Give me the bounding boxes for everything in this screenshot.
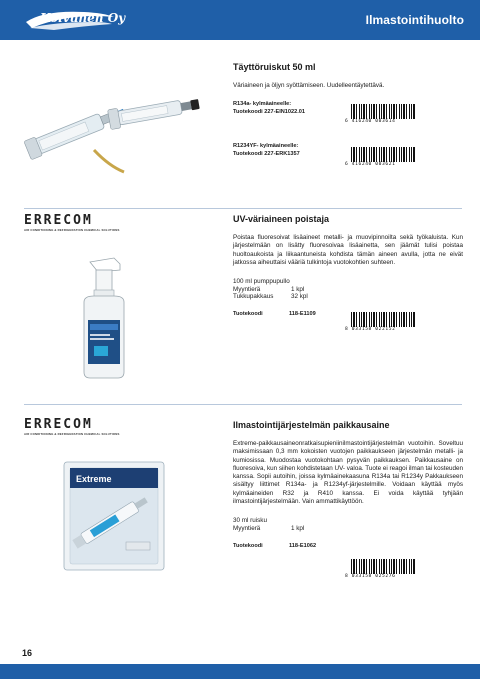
barcode-bars bbox=[351, 104, 415, 119]
variant-label: R1234YF- kylmäaineelle: bbox=[233, 143, 299, 149]
errecom-logo bbox=[24, 418, 120, 436]
section-divider bbox=[24, 208, 462, 209]
variant-label: R134a- kylmäaineelle: bbox=[233, 101, 292, 108]
barcode-bars bbox=[351, 559, 415, 574]
barcode bbox=[345, 312, 417, 334]
barcode-number: 8 033158 022152 bbox=[345, 327, 396, 332]
barcode bbox=[345, 559, 417, 581]
sale-unit-row: Myyntierä 1 kpl bbox=[233, 285, 305, 293]
sale-unit-row: Myyntierä 1 kpl bbox=[233, 524, 305, 532]
brand-name: Koivunen Oy bbox=[40, 11, 126, 25]
product-code-row: Tuotekoodi 118-E1109 bbox=[233, 310, 316, 317]
product-description: Väriaineen ja öljyn syöttämiseen. Uudelleentäytettävä. bbox=[233, 82, 385, 89]
footer-bar bbox=[0, 664, 480, 679]
product-code: Tuotekoodi 227-ERK1357 bbox=[233, 150, 300, 157]
product-ac-sealant bbox=[233, 420, 463, 549]
section-divider bbox=[24, 404, 462, 405]
errecom-wordmark: ERRECOM bbox=[24, 213, 93, 228]
product-description: Extreme-paikkausaineonratkaisupieniinilmastointijärjestelmän vuotoihin. Soveltuu maksimissaan 0,3 mm kokoisten vuotojen paikkaukseen järjestelmän metalli- ja kumiosissa. Muodostaa vuotokohtaan pysyvän paikkauksen. Paikkausaine on fluoresoiva, kun siihen kohdistetaan UV- valoa. Tuote ei reagoi ilman tai kosteuden kanssa. Sopii autoihin, joissa kylmäainekaasuna R134a tai R1234y Pakkaukseen sisältyy liittimet R134a- ja R1234yf-järjestelmille. Voidaan käyttää myös kylmäaineiden R32 ja R410 kanssa. Ei voida käyttää tyhjään ilmastointijärjestelmään. Vain ammattikäyttöön. bbox=[233, 440, 463, 506]
package-size: 30 ml ruisku bbox=[233, 517, 267, 525]
product-title: Ilmastointijärjestelmän paikkausaine bbox=[233, 420, 390, 430]
barcode-number: 8 033158 025276 bbox=[345, 574, 396, 579]
product-title: Täyttöruiskut 50 ml bbox=[233, 62, 316, 72]
barcode bbox=[345, 104, 417, 126]
spray-bottle-image bbox=[68, 252, 138, 380]
box-label: Extreme bbox=[76, 474, 112, 484]
sealant-package-image bbox=[60, 458, 168, 574]
errecom-logo bbox=[24, 214, 120, 232]
page-number: 16 bbox=[22, 648, 33, 658]
barcode-number: 6 416240 003614 bbox=[345, 119, 396, 124]
barcode-bars bbox=[351, 312, 415, 327]
package-size: 100 ml pumppupullo bbox=[233, 278, 290, 286]
product-code-row: Tuotekoodi 118-E1062 bbox=[233, 542, 317, 549]
errecom-tagline: AIR CONDITIONING & REFRIGERATION CHEMICAL SOLUTIONS bbox=[24, 228, 120, 232]
product-uv-dye-remover bbox=[233, 214, 463, 317]
product-code: Tuotekoodi 227-EIN1022.01 bbox=[233, 108, 306, 115]
syringe-product-image bbox=[24, 80, 204, 175]
wholesale-row: Tukkupakkaus 32 kpl bbox=[233, 293, 308, 301]
errecom-tagline: AIR CONDITIONING & REFRIGERATION CHEMICAL SOLUTIONS bbox=[24, 432, 120, 436]
barcode bbox=[345, 147, 417, 169]
page-header bbox=[0, 0, 480, 40]
page-title: Ilmastointihuolto bbox=[365, 13, 464, 27]
product-description: Poistaa fluoresoivat lisäaineet metalli- ja muovipinnoilta sekä työkaluista. Kun järjestelmään on lisätty fluoresoivaa lisäainetta, sen jäämät tulisi poistaa huoltoaukoista ja liikaantuneista kohdista tämän aineen avulla, jotta ne eivät jatkossa aiheuttaisi vääriä tulkintoja vuotokohtien suhteen. bbox=[233, 234, 463, 266]
errecom-wordmark: ERRECOM bbox=[24, 417, 93, 432]
product-title: UV-väriaineen poistaja bbox=[233, 214, 330, 224]
barcode-bars bbox=[351, 147, 415, 162]
barcode-number: 6 416240 003621 bbox=[345, 162, 396, 167]
